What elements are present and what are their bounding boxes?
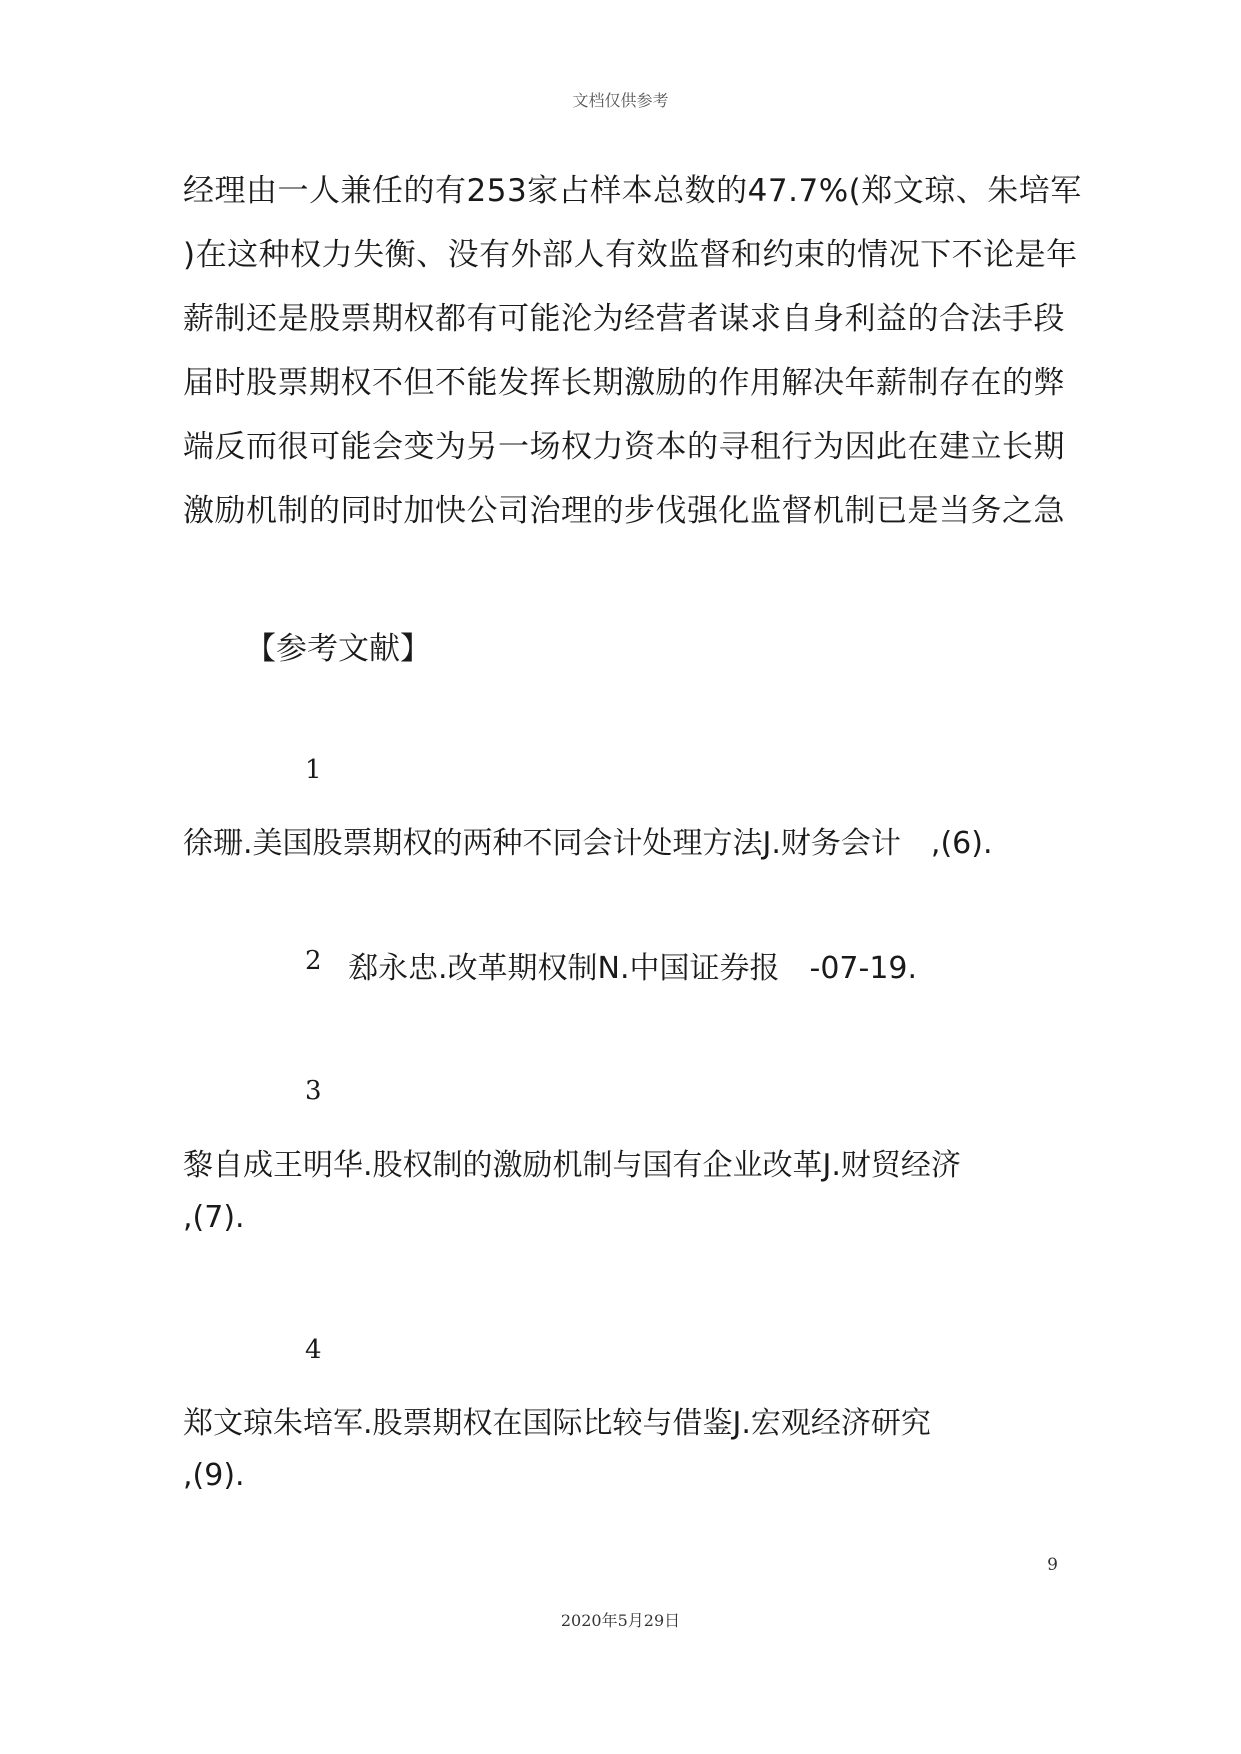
reference-text: 黎自成王明华.股权制的激励机制与国有企业改革J.财贸经济 <box>183 1148 961 1183</box>
body-line: 薪制还是股票期权都有可能沦为经营者谋求自身利益的合法手段 <box>183 301 1065 337</box>
header-note: 文档仅供参考 <box>572 91 669 110</box>
footer-date: 2020年5月29日 <box>560 1611 681 1630</box>
body-line: 届时股票期权不但不能发挥长期激励的作用解决年薪制存在的弊 <box>183 365 1065 401</box>
reference-number: 2 <box>305 946 322 976</box>
references-heading: 【参考文献】 <box>245 631 431 667</box>
reference-text: ,(7). <box>183 1200 245 1235</box>
body-line: 经理由一人兼任的有253家占样本总数的47.7%(郑文琼、朱培军 <box>183 173 1082 209</box>
page-number: 9 <box>1047 1555 1058 1575</box>
reference-text: 徐珊.美国股票期权的两种不同会计处理方法J.财务会计 ,(6). <box>183 826 993 861</box>
reference-text: 郄永忠.改革期权制N.中国证券报 -07-19. <box>348 951 918 986</box>
reference-number: 1 <box>305 755 322 785</box>
body-line: )在这种权力失衡、没有外部人有效监督和约束的情况下不论是年 <box>183 237 1078 273</box>
reference-number: 4 <box>305 1335 322 1365</box>
reference-number: 3 <box>305 1076 322 1106</box>
body-line: 端反而很可能会变为另一场权力资本的寻租行为因此在建立长期 <box>183 429 1065 465</box>
body-line: 激励机制的同时加快公司治理的步伐强化监督机制已是当务之急 <box>183 493 1065 529</box>
reference-text: 郑文琼朱培军.股票期权在国际比较与借鉴J.宏观经济研究 <box>183 1406 931 1441</box>
reference-text: ,(9). <box>183 1458 245 1493</box>
